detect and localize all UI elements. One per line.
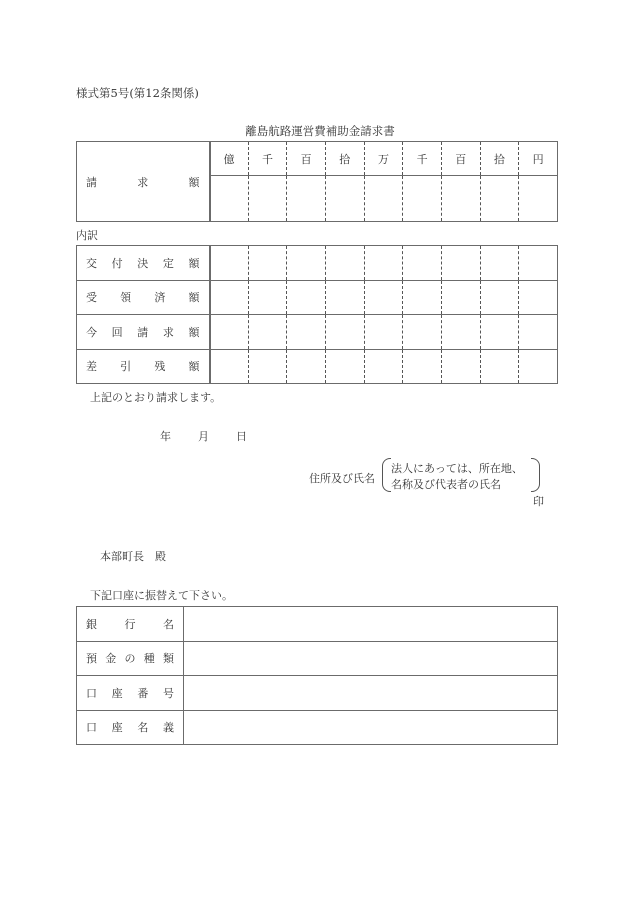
date-line bbox=[160, 428, 274, 444]
digit-input[interactable] bbox=[325, 176, 364, 222]
breakdown-label: 内訳 bbox=[76, 229, 98, 242]
digit-input[interactable] bbox=[364, 349, 403, 384]
digit-header-sen: 千 bbox=[248, 142, 287, 176]
digit-input[interactable] bbox=[248, 246, 287, 281]
digit-input[interactable] bbox=[210, 176, 249, 222]
row-label bbox=[77, 246, 210, 281]
label-char: 領 bbox=[120, 291, 132, 305]
digit-input[interactable] bbox=[325, 315, 364, 350]
digit-input[interactable] bbox=[364, 280, 403, 315]
label-char: 義 bbox=[162, 721, 174, 735]
breakdown-row-received bbox=[77, 280, 558, 315]
account-holder-input[interactable] bbox=[184, 710, 558, 745]
digit-input[interactable] bbox=[287, 176, 326, 222]
digit-input[interactable] bbox=[364, 176, 403, 222]
digit-header-man: 万 bbox=[364, 142, 403, 176]
applicant-address-name-label: 住所及び氏名 bbox=[309, 472, 375, 485]
label-char: 求 bbox=[137, 175, 149, 189]
label-char: 座 bbox=[111, 721, 123, 735]
label-char: 行 bbox=[124, 617, 136, 631]
digit-input[interactable] bbox=[248, 315, 287, 350]
label-char: 名 bbox=[137, 721, 149, 735]
claim-amount-label bbox=[77, 142, 210, 222]
digit-input[interactable] bbox=[403, 349, 442, 384]
digit-input[interactable] bbox=[364, 315, 403, 350]
digit-input[interactable] bbox=[519, 280, 558, 315]
label-char: 座 bbox=[111, 686, 123, 700]
digit-input[interactable] bbox=[441, 315, 480, 350]
row-label bbox=[77, 676, 184, 711]
row-label bbox=[77, 315, 210, 350]
bank-row-deposit-type bbox=[77, 641, 558, 676]
account-number-input[interactable] bbox=[184, 676, 558, 711]
digit-input[interactable] bbox=[210, 246, 249, 281]
applicant-note-line-2: 名称及び代表者の氏名 bbox=[391, 478, 501, 491]
digit-input[interactable] bbox=[519, 349, 558, 384]
digit-input[interactable] bbox=[441, 176, 480, 222]
label-char: 額 bbox=[188, 360, 200, 374]
digit-header-hyaku-2: 百 bbox=[441, 142, 480, 176]
digit-header-juu: 拾 bbox=[325, 142, 364, 176]
label-char: 額 bbox=[188, 256, 200, 270]
document-title: 離島航路運営費補助金請求書 bbox=[245, 124, 395, 138]
digit-input[interactable] bbox=[441, 280, 480, 315]
digit-header-juu-2: 拾 bbox=[480, 142, 519, 176]
digit-input[interactable] bbox=[210, 315, 249, 350]
bank-account-table bbox=[76, 606, 558, 745]
date-month[interactable]: 月 bbox=[198, 430, 209, 443]
digit-input[interactable] bbox=[287, 349, 326, 384]
row-label bbox=[77, 349, 210, 384]
date-day[interactable]: 日 bbox=[236, 430, 247, 443]
transfer-sentence: 下記口座に振替えて下さい。 bbox=[90, 589, 233, 602]
label-char: 類 bbox=[163, 652, 174, 666]
digit-input[interactable] bbox=[325, 246, 364, 281]
digit-input[interactable] bbox=[403, 176, 442, 222]
form-number: 様式第5号(第12条関係) bbox=[76, 86, 199, 100]
row-label bbox=[77, 641, 184, 676]
label-char: 額 bbox=[188, 291, 200, 305]
label-char: の bbox=[124, 652, 136, 666]
bank-row-bank-name bbox=[77, 607, 558, 642]
breakdown-row-balance bbox=[77, 349, 558, 384]
label-char: 交 bbox=[86, 256, 97, 270]
label-char: 付 bbox=[111, 256, 123, 270]
digit-input[interactable] bbox=[519, 246, 558, 281]
label-char: 口 bbox=[86, 686, 97, 700]
digit-header-hyaku: 百 bbox=[287, 142, 326, 176]
digit-input[interactable] bbox=[248, 349, 287, 384]
digit-header-sen-2: 千 bbox=[403, 142, 442, 176]
row-label bbox=[77, 607, 184, 642]
label-char: 銀 bbox=[86, 617, 97, 631]
breakdown-row-current-claim bbox=[77, 315, 558, 350]
request-sentence: 上記のとおり請求します。 bbox=[90, 391, 222, 404]
seal-mark: 印 bbox=[533, 495, 544, 508]
digit-input[interactable] bbox=[403, 280, 442, 315]
digit-input[interactable] bbox=[519, 176, 558, 222]
digit-input[interactable] bbox=[287, 280, 326, 315]
digit-header-oku: 億 bbox=[210, 142, 249, 176]
label-char: 求 bbox=[162, 325, 174, 339]
breakdown-row-grant-decision bbox=[77, 246, 558, 281]
digit-input[interactable] bbox=[519, 315, 558, 350]
row-label bbox=[77, 710, 184, 745]
label-char: 番 bbox=[137, 686, 149, 700]
right-parenthesis bbox=[531, 458, 540, 492]
label-char: 今 bbox=[86, 325, 97, 339]
digit-input[interactable] bbox=[364, 246, 403, 281]
digit-input[interactable] bbox=[210, 280, 249, 315]
row-label bbox=[77, 280, 210, 315]
label-char: 名 bbox=[163, 617, 174, 631]
digit-input[interactable] bbox=[403, 246, 442, 281]
digit-input[interactable] bbox=[287, 246, 326, 281]
bank-name-input[interactable] bbox=[184, 607, 558, 642]
label-char: 号 bbox=[162, 686, 174, 700]
label-char: 金 bbox=[105, 652, 117, 666]
applicant-note-line-1: 法人にあっては、所在地、 bbox=[391, 462, 523, 475]
digit-input[interactable] bbox=[210, 349, 249, 384]
bank-row-account-holder bbox=[77, 710, 558, 745]
breakdown-table bbox=[76, 245, 558, 384]
addressee: 本部町長 殿 bbox=[100, 550, 166, 563]
digit-input[interactable] bbox=[403, 315, 442, 350]
digit-input[interactable] bbox=[480, 280, 519, 315]
applicant-note bbox=[382, 458, 540, 492]
claim-amount-table bbox=[76, 141, 558, 222]
label-char: 額 bbox=[188, 175, 200, 189]
label-char: 決 bbox=[137, 256, 149, 270]
label-char: 済 bbox=[154, 291, 166, 305]
bank-row-account-number bbox=[77, 676, 558, 711]
digit-header-en: 円 bbox=[519, 142, 558, 176]
digit-input[interactable] bbox=[480, 176, 519, 222]
digit-input[interactable] bbox=[480, 315, 519, 350]
label-char: 口 bbox=[86, 721, 97, 735]
label-char: 定 bbox=[162, 256, 174, 270]
label-char: 残 bbox=[154, 360, 166, 374]
digit-input[interactable] bbox=[325, 349, 364, 384]
digit-input[interactable] bbox=[287, 315, 326, 350]
label-char: 回 bbox=[111, 325, 123, 339]
label-char: 種 bbox=[143, 652, 155, 666]
label-char: 額 bbox=[188, 325, 200, 339]
label-char: 引 bbox=[120, 360, 132, 374]
digit-input[interactable] bbox=[441, 349, 480, 384]
label-char: 請 bbox=[86, 175, 97, 189]
left-parenthesis bbox=[382, 458, 391, 492]
deposit-type-input[interactable] bbox=[184, 641, 558, 676]
label-char: 請 bbox=[137, 325, 149, 339]
digit-input[interactable] bbox=[325, 280, 364, 315]
label-char: 預 bbox=[86, 652, 97, 666]
digit-input[interactable] bbox=[480, 246, 519, 281]
digit-input[interactable] bbox=[480, 349, 519, 384]
label-char: 受 bbox=[86, 291, 97, 305]
digit-input[interactable] bbox=[248, 176, 287, 222]
digit-input[interactable] bbox=[441, 246, 480, 281]
label-char: 差 bbox=[86, 360, 97, 374]
date-year[interactable]: 年 bbox=[160, 430, 171, 443]
digit-input[interactable] bbox=[248, 280, 287, 315]
